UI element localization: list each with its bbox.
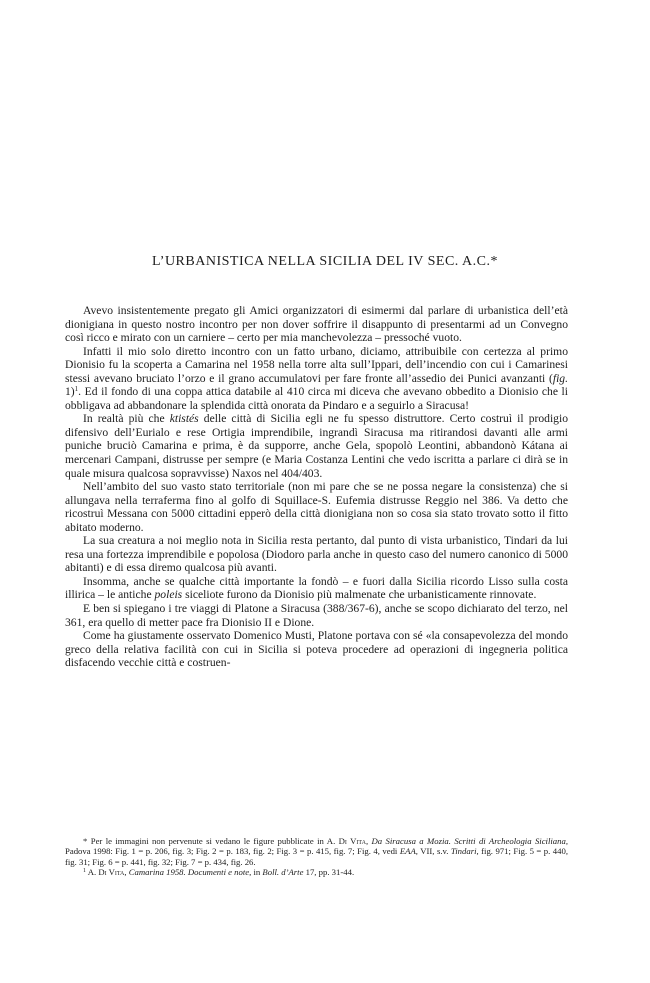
italic-text: EAA: [399, 846, 416, 857]
paragraph: [65, 629, 568, 670]
text-run: ,: [124, 867, 129, 878]
paragraph: [65, 412, 568, 480]
italic-text: Da Siracusa a Mozia. Scritti di Archeologia Siciliana: [371, 836, 566, 846]
paragraph: [65, 575, 568, 602]
footnote-marker: 1: [74, 385, 79, 394]
paragraph: [65, 534, 568, 575]
paragraph: [65, 602, 568, 629]
italic-text: Camarina 1958. Documenti e note: [128, 867, 250, 878]
text-run: Avevo insistentemente pregato gli Amici organizzatori di esimermi dal parlare di urbanistica dell’età dionigiana in questo nostro incontro per non dover soffrire il disappunto di presentarmi ad un Convegno così ricco e mirato con un carniere – certo per mia manchevolezza – pressoché vuoto.: [65, 304, 568, 345]
italic-text: Tindari: [450, 846, 477, 857]
text-run: , in: [249, 867, 263, 878]
italic-text: fig.: [552, 371, 568, 385]
text-run: , fig. 971; Fig. 5 = p. 440, fig. 31; Fig. 6 = p. 441, fig. 32; Fig. 7 = p. 434, fig. 26.: [65, 846, 568, 867]
page-title: L’URBANISTICA NELLA SICILIA DEL IV SEC. A.C.*: [152, 254, 498, 269]
text-run: delle città di Sicilia egli ne fu spesso distruttore. Certo costruì il prodigio difensivo dell’Eurialo e rese Ortigia imprendibile, ingrandì Siracusa ma ritirandosi davanti alle armi puniche bruciò Camarina e prima, è da supporre, anche Gela, spopolò Leontini, abbandonò Kátana ai mercenari Campani, distrusse per sempre (e Maria Costanza Lentini che vedo iscritta a parlare ci dirà se in quale misura qualcosa sopravvisse) Naxos nel 404/403.: [65, 412, 568, 480]
text-run: , Padova 1998: Fig. 1 = p. 206, fig. 3; Fig. 2 = p. 183, fig. 2; Fig. 3 = p. 415, fig. 7; Fig. 4, vedi: [65, 836, 568, 857]
author-name: Di Vita: [98, 867, 125, 878]
author-name: Di Vita: [338, 836, 366, 846]
text-run: A.: [86, 867, 99, 878]
italic-text: Boll. d’Arte: [262, 867, 304, 878]
text-run: , VII, s.v.: [415, 846, 451, 857]
paragraph: [65, 345, 568, 413]
text-run: Nell’ambito del suo vasto stato territoriale (non mi pare che se ne possa negare la consistenza) che si allungava nella terraferma fino al golfo di Squillace-S. Eufemia distrusse Reggio nel 386. Va detto che ricostruì Messana con 5000 cittadini epperò della città dionigiana non so cosa sia stato trovato sotto il fitto abitato moderno.: [65, 480, 568, 534]
text-run: In realtà più che: [83, 412, 170, 426]
body-text: [65, 304, 568, 670]
paragraph: [65, 304, 568, 345]
text-run: E ben si spiegano i tre viaggi di Platone a Siracusa (388/367-6), anche se scopo dichiarato del terzo, nel 361, era quello di metter pace fra Dionisio II e Dione.: [65, 602, 568, 629]
text-run: 1): [65, 385, 75, 399]
footnote: [65, 836, 568, 867]
italic-text: poleis: [154, 588, 183, 602]
text-run: siceliote furono da Dionisio più malmenate che urbanisticamente rinnovate.: [182, 588, 537, 602]
text-run: Insomma, anche se qualche città importante la fondò – e fuori dalla Sicilia ricordo Lisso sulla costa illirica – le antiche: [65, 574, 568, 602]
footnotes: [65, 836, 568, 878]
footnote-marker: 1: [83, 868, 86, 875]
text-run: La sua creatura a noi meglio nota in Sicilia resta pertanto, dal punto di vista urbanistico, Tindari da lui resa una fortezza imprendibile e popolosa (Diodoro parla anche in questo caso del numero canonico di 5000 abitanti) e di essa diremo qualcosa più avanti.: [65, 534, 568, 575]
footnote: [65, 867, 568, 877]
text-run: Infatti il mio solo diretto incontro con un fatto urbano, diciamo, attribuibile con certezza al primo Dionisio fu la scoperta a Camarina nel 1958 nella torre alta sull’Ippari, dell’incendio con cui i Camarinesi stessi avevano bruciato l’orzo e il grano accumulatovi per fare fronte all’assedio dei Punici avanzanti (: [65, 344, 568, 385]
text-run: 17, pp. 31-44.: [303, 867, 355, 878]
paragraph: [65, 480, 568, 534]
text-run: . Ed il fondo di una coppa attica databile al 410 circa mi diceva che avevano obbedito a Dionisio che li obbligava ad abbandonare la splendida città onorata da Pindaro e a seguirlo a Siracusa!: [65, 385, 568, 412]
italic-text: ktistés: [169, 412, 199, 426]
text-run: * Per le immagini non pervenute si vedano le figure pubblicate in A.: [83, 836, 339, 846]
text-run: Come ha giustamente osservato Domenico Musti, Platone portava con sé «la consapevolezza del mondo greco della relativa facilità con cui in Sicilia si poteva procedere ad operazioni di ingegneria politica disfacendo vecchie città e costruen-: [65, 629, 568, 670]
text-run: ,: [365, 836, 372, 846]
